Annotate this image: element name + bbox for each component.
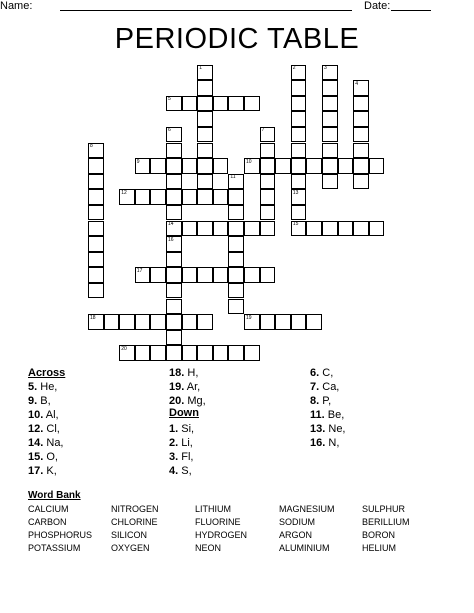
crossword-cell[interactable]	[353, 127, 369, 143]
word-bank-item: PHOSPHORUS	[28, 530, 93, 540]
crossword-cell[interactable]	[213, 345, 229, 361]
clue-down-2: 2. Li,	[169, 437, 193, 449]
crossword-cell[interactable]	[119, 314, 135, 330]
crossword-cell[interactable]	[353, 158, 369, 174]
crossword-cell[interactable]	[197, 111, 213, 127]
clue-number: 20	[121, 345, 127, 352]
crossword-cell[interactable]	[88, 221, 104, 237]
clue-down-13: 13. Ne,	[310, 423, 346, 435]
clue-number: 12	[121, 189, 127, 196]
crossword-cell[interactable]	[182, 221, 198, 237]
crossword-cell[interactable]	[228, 96, 244, 112]
crossword-cell[interactable]	[88, 205, 104, 221]
word-bank-item: ALUMINIUM	[279, 543, 330, 553]
crossword-cell[interactable]	[322, 127, 338, 143]
crossword-cell[interactable]	[291, 174, 307, 190]
word-bank-item: ARGON	[279, 530, 313, 540]
crossword-cell[interactable]	[260, 158, 276, 174]
crossword-cell[interactable]	[228, 189, 244, 205]
crossword-cell[interactable]	[322, 143, 338, 159]
crossword-cell[interactable]	[197, 267, 213, 283]
clue-across-5: 5. He,	[28, 381, 58, 393]
crossword-cell[interactable]	[322, 174, 338, 190]
crossword-cell[interactable]	[197, 314, 213, 330]
crossword-cell[interactable]	[182, 345, 198, 361]
crossword-cell[interactable]	[244, 267, 260, 283]
word-bank-item: LITHIUM	[195, 504, 231, 514]
clue-number: 18	[90, 314, 96, 321]
crossword-cell[interactable]	[166, 189, 182, 205]
crossword-cell[interactable]	[228, 236, 244, 252]
clue-down-7: 7. Ca,	[310, 381, 340, 393]
clue-down-4: 4. S,	[169, 465, 192, 477]
crossword-cell[interactable]	[166, 299, 182, 315]
crossword-cell[interactable]	[197, 143, 213, 159]
crossword-cell[interactable]	[291, 80, 307, 96]
clue-number: 5	[168, 96, 171, 103]
crossword-cell[interactable]	[291, 158, 307, 174]
crossword-cell[interactable]	[166, 158, 182, 174]
crossword-cell[interactable]	[322, 158, 338, 174]
crossword-cell[interactable]	[135, 314, 151, 330]
crossword-cell[interactable]	[182, 96, 198, 112]
word-bank-item: POTASSIUM	[28, 543, 81, 553]
word-bank-item: FLUORINE	[195, 517, 241, 527]
crossword-cell[interactable]	[150, 158, 166, 174]
clue-across-12: 12. Cl,	[28, 423, 60, 435]
crossword-cell[interactable]	[88, 189, 104, 205]
crossword-cell[interactable]	[260, 314, 276, 330]
crossword-cell[interactable]	[338, 221, 354, 237]
crossword-cell[interactable]	[88, 236, 104, 252]
crossword-cell[interactable]	[260, 143, 276, 159]
crossword-cell[interactable]	[166, 252, 182, 268]
crossword-cell[interactable]	[228, 283, 244, 299]
crossword-cell[interactable]	[197, 127, 213, 143]
crossword-cell[interactable]	[182, 267, 198, 283]
crossword-cell[interactable]	[322, 221, 338, 237]
clue-down-3: 3. Fl,	[169, 451, 194, 463]
clue-across-9: 9. B,	[28, 395, 51, 407]
clue-number: 19	[246, 314, 252, 321]
crossword-cell[interactable]	[228, 267, 244, 283]
crossword-cell[interactable]	[213, 189, 229, 205]
crossword-cell[interactable]	[197, 80, 213, 96]
crossword-cell[interactable]	[197, 221, 213, 237]
crossword-cell[interactable]	[197, 158, 213, 174]
clue-across-15: 15. O,	[28, 451, 58, 463]
crossword-cell[interactable]	[150, 314, 166, 330]
crossword-cell[interactable]	[275, 158, 291, 174]
crossword-cell[interactable]	[369, 221, 385, 237]
crossword-cell[interactable]	[353, 174, 369, 190]
clue-number: 14	[168, 221, 174, 227]
clue-number: 9	[136, 158, 140, 165]
clue-number: 7	[261, 127, 265, 134]
word-bank-item: SULPHUR	[362, 504, 406, 514]
down-heading: Down	[169, 407, 199, 419]
word-bank-item: MAGNESIUM	[279, 504, 335, 514]
clue-number: 6	[168, 127, 171, 134]
crossword-cell[interactable]	[166, 174, 182, 190]
crossword-cell[interactable]	[150, 267, 166, 283]
word-bank-item: SILICON	[111, 530, 148, 540]
clue-number: 4	[355, 80, 358, 87]
crossword-cell[interactable]	[369, 158, 385, 174]
crossword-cell[interactable]	[213, 221, 229, 237]
crossword-cell[interactable]	[150, 345, 166, 361]
name-label: Name:	[0, 0, 33, 12]
clue-number: 15	[292, 221, 299, 227]
crossword-cell[interactable]	[197, 345, 213, 361]
crossword-cell[interactable]	[166, 205, 182, 221]
word-bank-item: HYDROGEN	[195, 530, 248, 540]
word-bank-item: CALCIUM	[28, 504, 69, 514]
crossword-cell[interactable]	[228, 205, 244, 221]
crossword-cell[interactable]	[275, 314, 291, 330]
crossword-cell[interactable]	[338, 158, 354, 174]
word-bank-item: BERILLIUM	[362, 517, 410, 527]
crossword-cell[interactable]	[322, 111, 338, 127]
clue-number: 1	[199, 65, 202, 71]
clue-number: 13	[292, 189, 299, 196]
crossword-cell[interactable]	[213, 267, 229, 283]
crossword-cell[interactable]	[353, 221, 369, 237]
crossword-cell[interactable]	[306, 221, 322, 237]
crossword-cell[interactable]	[88, 267, 104, 283]
clue-down-11: 11. Be,	[310, 409, 345, 421]
crossword-cell[interactable]	[150, 189, 166, 205]
crossword-cell[interactable]	[228, 345, 244, 361]
crossword-cell[interactable]	[260, 205, 276, 221]
crossword-cell[interactable]	[197, 96, 213, 112]
crossword-cell[interactable]	[353, 96, 369, 112]
crossword-cell[interactable]	[213, 158, 229, 174]
word-bank-item: OXYGEN	[111, 543, 150, 553]
crossword-cell[interactable]	[244, 96, 260, 112]
crossword-cell[interactable]	[291, 205, 307, 221]
crossword-cell[interactable]	[88, 174, 104, 190]
clue-number: 2	[292, 65, 296, 71]
crossword-cell[interactable]	[166, 283, 182, 299]
crossword-cell[interactable]	[322, 96, 338, 112]
crossword-cell[interactable]	[88, 158, 104, 174]
crossword-cell[interactable]	[182, 158, 198, 174]
word-bank-item: NITROGEN	[111, 504, 159, 514]
crossword-cell[interactable]	[291, 143, 307, 159]
word-bank-item: NEON	[195, 543, 222, 553]
crossword-cell[interactable]	[260, 221, 276, 237]
crossword-cell[interactable]	[260, 267, 276, 283]
crossword-cell[interactable]	[166, 330, 182, 346]
clue-across-18: 18. H,	[169, 367, 199, 379]
crossword-cell[interactable]	[88, 283, 104, 299]
crossword-cell[interactable]	[260, 174, 276, 190]
crossword-cell[interactable]	[182, 189, 198, 205]
clue-number: 11	[230, 174, 236, 181]
across-heading: Across	[28, 367, 66, 379]
clue-number: 8	[90, 143, 93, 149]
word-bank-item: CARBON	[28, 517, 67, 527]
clue-number: 17	[136, 267, 143, 274]
crossword-cell[interactable]	[291, 314, 307, 330]
clue-down-16: 16. N,	[310, 437, 340, 449]
clue-across-10: 10. Al,	[28, 409, 59, 421]
crossword-cell[interactable]	[291, 127, 307, 143]
word-bank-item: SODIUM	[279, 517, 315, 527]
crossword-cell[interactable]	[228, 252, 244, 268]
crossword-cell[interactable]	[197, 174, 213, 190]
clue-down-8: 8. P,	[310, 395, 332, 407]
crossword-cell[interactable]	[213, 96, 229, 112]
crossword-cell[interactable]	[135, 345, 151, 361]
clue-down-1: 1. Si,	[169, 423, 195, 435]
clue-across-14: 14. Na,	[28, 437, 64, 449]
crossword-cell[interactable]	[228, 299, 244, 315]
crossword-cell[interactable]	[166, 267, 182, 283]
clue-down-6: 6. C,	[310, 367, 334, 379]
clue-across-17: 17. K,	[28, 465, 57, 477]
crossword-cell[interactable]	[135, 189, 151, 205]
word-bank-item: CHLORINE	[111, 517, 158, 527]
crossword-cell[interactable]	[166, 314, 182, 330]
crossword-cell[interactable]	[197, 189, 213, 205]
crossword-cell[interactable]	[306, 314, 322, 330]
crossword-cell[interactable]	[244, 345, 260, 361]
crossword-cell[interactable]	[88, 252, 104, 268]
word-bank-item: HELIUM	[362, 543, 397, 553]
clue-across-19: 19. Ar,	[169, 381, 201, 393]
crossword-cell[interactable]	[353, 111, 369, 127]
crossword-cell[interactable]	[104, 314, 120, 330]
word-bank-item: BORON	[362, 530, 396, 540]
clue-number: 10	[246, 158, 252, 165]
date-label: Date:	[364, 0, 391, 12]
crossword-cell[interactable]	[306, 158, 322, 174]
clue-number: 3	[324, 65, 327, 71]
crossword-cell[interactable]	[322, 80, 338, 96]
crossword-cell[interactable]	[244, 221, 260, 237]
word-bank-title: Word Bank	[28, 490, 81, 501]
crossword-cell[interactable]	[166, 345, 182, 361]
crossword-cell[interactable]	[166, 143, 182, 159]
clue-across-20: 20. Mg,	[169, 395, 206, 407]
clue-number: 16	[168, 236, 174, 243]
crossword-cell[interactable]	[353, 143, 369, 159]
crossword-cell[interactable]	[291, 96, 307, 112]
page-title: PERIODIC TABLE	[114, 23, 360, 55]
crossword-cell[interactable]	[291, 111, 307, 127]
crossword-cell[interactable]	[260, 189, 276, 205]
crossword-cell[interactable]	[228, 221, 244, 237]
crossword-cell[interactable]	[182, 314, 198, 330]
